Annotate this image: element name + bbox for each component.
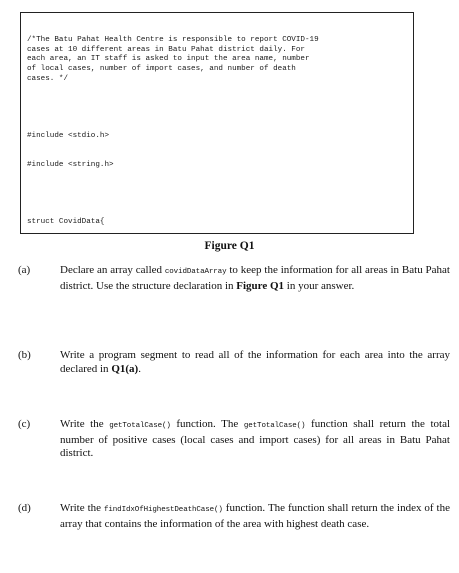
- inline-code: findIdxOfHighestDeathCase(): [103, 506, 223, 514]
- question-text: Write the findIdxOfHighestDeathCase() function. The function shall return the index of the array that contains the information of the area with highest death case.: [60, 502, 450, 530]
- question-label: (a): [18, 264, 31, 276]
- code-struct-line: struct CovidData{: [27, 218, 105, 227]
- bold-reference: Figure Q1: [236, 279, 285, 292]
- question-text: Write a program segment to read all of the information for each area into the array declared in Q1(a).: [60, 349, 450, 375]
- inline-code: covidDataArray: [164, 268, 227, 276]
- question-label: (b): [18, 349, 31, 361]
- code-figure-box: [20, 12, 414, 234]
- inline-code: getTotalCase(): [109, 422, 171, 430]
- figure-caption: Figure Q1: [204, 240, 255, 252]
- question-label: (d): [18, 502, 31, 514]
- question-text: Declare an array called covidDataArray to keep the information for all areas in Batu Pahat district. Use the structure declaration in Figure Q1 in your answer.: [60, 264, 450, 292]
- code-include-string: #include <string.h>: [27, 160, 114, 169]
- code-line: /*The Batu Pahat Health Centre is responsible to report COVID-19: [27, 36, 319, 45]
- code-line: cases at 10 different areas in Batu Pahat district daily. For: [27, 45, 305, 54]
- inline-code: getTotalCase(): [243, 422, 306, 430]
- code-comment-block: [27, 36, 407, 84]
- code-line: each area, an IT staff is asked to input the area name, number: [27, 55, 310, 64]
- question-text: Write the getTotalCase() function. The getTotalCase() function shall return the total number of positive cases (local cases and import cases) for all areas in Batu Pahat district.: [60, 418, 451, 459]
- code-line: of local cases, number of import cases, and number of death: [27, 64, 296, 73]
- code-line: cases. */: [27, 74, 69, 83]
- code-include-stdio: #include <stdio.h>: [27, 132, 110, 141]
- bold-reference: Q1(a): [111, 362, 139, 375]
- question-label: (c): [18, 418, 31, 430]
